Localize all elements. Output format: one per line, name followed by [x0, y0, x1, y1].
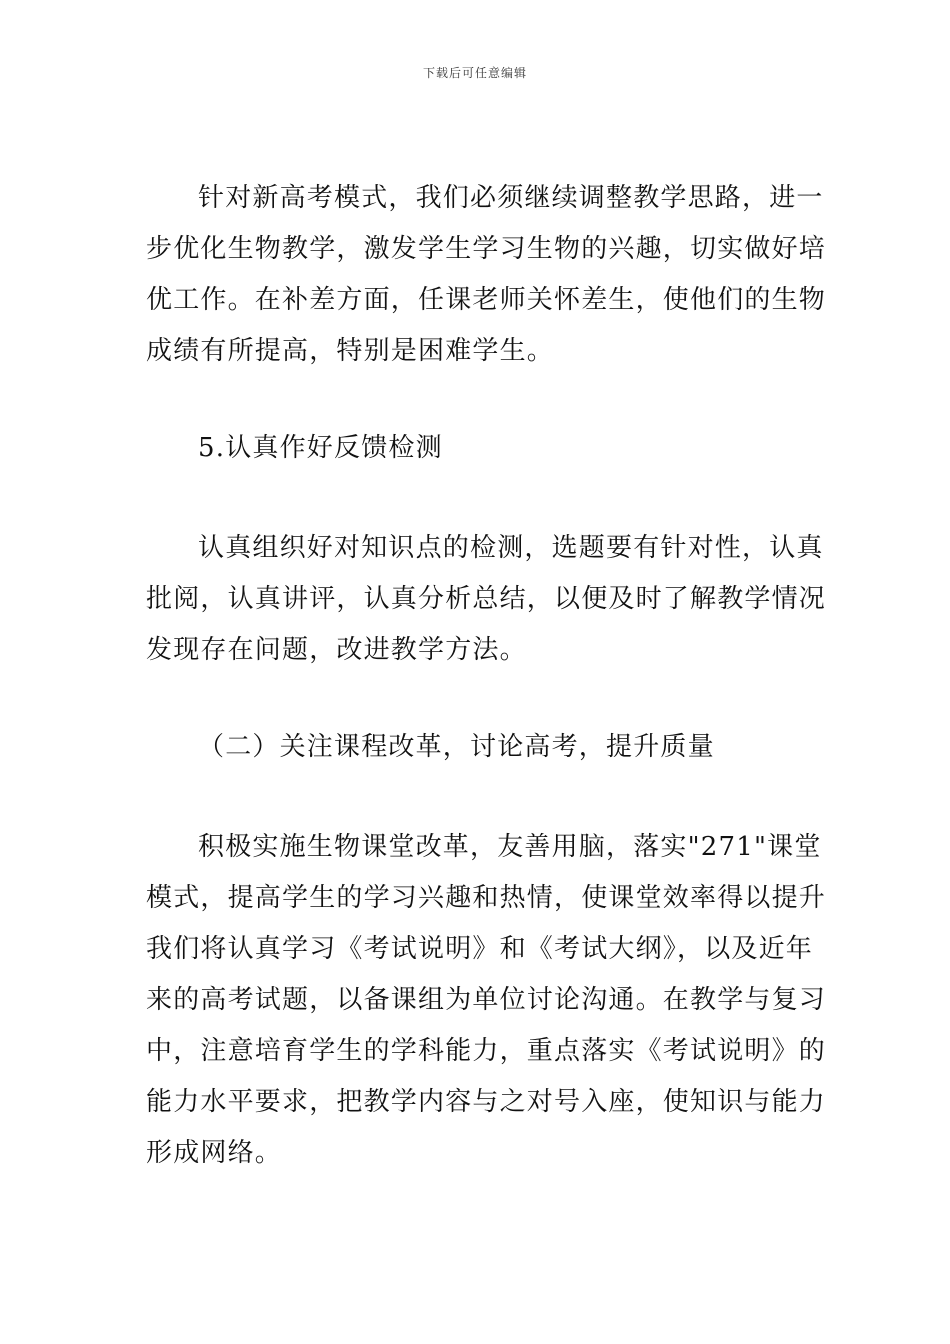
page-header-note: 下载后可任意编辑: [422, 66, 527, 80]
paragraph-teaching-approach: [146, 173, 827, 377]
paragraph-line: 认真组织好对知识点的检测，选题要有针对性，认真: [198, 533, 824, 563]
paragraph-line: 发现存在问题，改进教学方法。: [146, 635, 527, 665]
paragraph-line: 能力水平要求，把教学内容与之对号入座，使知识与能力: [146, 1087, 827, 1117]
paragraph-line: 模式，提高学生的学习兴趣和热情，使课堂效率得以提升: [146, 883, 827, 913]
section-heading-curriculum: [146, 722, 811, 773]
heading-text: 5.认真作好反馈检测: [198, 433, 443, 463]
paragraph-line: 积极实施生物课堂改革，友善用脑，落实"271"课堂: [198, 832, 822, 862]
paragraph-line: 我们将认真学习《考试说明》和《考试大纲》，以及近年: [146, 934, 814, 964]
paragraph-line: 中，注意培育学生的学科能力，重点落实《考试说明》的: [146, 1036, 827, 1066]
paragraph-line: 形成网络。: [146, 1138, 283, 1168]
paragraph-line: 针对新高考模式，我们必须继续调整教学思路，进一: [198, 183, 824, 213]
paragraph-line: 优工作。在补差方面，任课老师关怀差生，使他们的生物: [146, 285, 827, 315]
paragraph-testing: [146, 523, 827, 676]
paragraph-line: 成绩有所提高，特别是困难学生。: [146, 336, 555, 366]
heading-text: （二）关注课程改革，讨论高考，提升质量: [198, 732, 715, 762]
section-heading-feedback: [146, 423, 811, 474]
paragraph-line: 批阅，认真讲评，认真分析总结，以便及时了解教学情况: [146, 584, 827, 614]
paragraph-curriculum-reform: [146, 822, 827, 1179]
paragraph-line: 来的高考试题，以备课组为单位讨论沟通。在教学与复习: [146, 985, 827, 1015]
paragraph-line: 步优化生物教学，激发学生学习生物的兴趣，切实做好培: [146, 234, 827, 264]
